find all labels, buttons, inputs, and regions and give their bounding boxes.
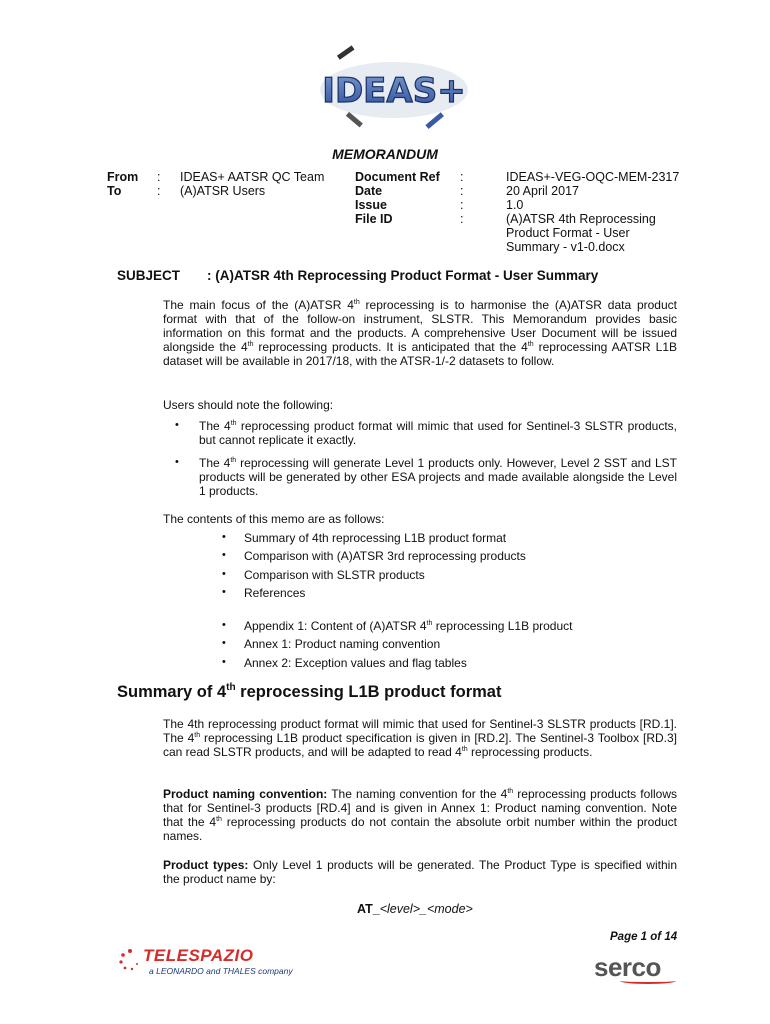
to-value: (A)ATSR Users	[180, 184, 266, 198]
section-heading: Summary of 4th reprocessing L1B product format	[117, 682, 502, 701]
serco-logo: serco	[594, 952, 661, 982]
intro-paragraph: The main focus of the (A)ATSR 4th reprocessing is to harmonise the (A)ATSR data product format with that of the follow-on instrument, SLSTR. This Memorandum provides basic information on this format and the products. A comprehensive User Document will be issued alongside the 4th reprocessing products. It is anticipated that the 4th reprocessing AATSR L1B dataset will be available in 2017/18, with the ATSR-1/-2 datasets to follow.	[163, 298, 678, 368]
fileid-label: File ID	[355, 212, 393, 226]
issue-label: Issue	[355, 198, 387, 212]
fileid-value-1: (A)ATSR 4th Reprocessing	[506, 212, 656, 226]
date-value: 20 April 2017	[506, 184, 579, 198]
bullet-icon: •	[222, 637, 226, 649]
note-item: The 4th reprocessing will generate Level 1 products only. However, Level 2 SST and LST products will be generated by other ESA projects and made available alongside the Level 1 products.	[199, 456, 678, 498]
types-paragraph: Product types: Only Level 1 products will be generated. The Product Type is specified within the product name by:	[163, 858, 677, 886]
to-label: To	[107, 184, 122, 198]
bullet-icon: •	[222, 586, 226, 598]
telespazio-logo-icon	[117, 947, 143, 978]
appendix-item: Appendix 1: Content of (A)ATSR 4th reprocessing L1B product	[244, 619, 573, 633]
users-note: Users should note the following:	[163, 398, 334, 412]
colon: :	[460, 198, 464, 212]
telespazio-sub: a LEONARDO and THALES company	[149, 966, 293, 976]
fileid-value-3: Summary - v1-0.docx	[506, 240, 625, 254]
logo-text: IDEAS+	[322, 71, 466, 111]
note-item: The 4th reprocessing product format will mimic that used for Sentinel-3 SLSTR products, but cannot replicate it exactly.	[199, 419, 677, 447]
contents-item: Comparison with (A)ATSR 3rd reprocessing products	[244, 549, 526, 563]
bullet-icon: •	[175, 419, 179, 431]
from-value: IDEAS+ AATSR QC Team	[180, 170, 325, 184]
satellite-icon	[335, 42, 357, 69]
bullet-icon: •	[222, 568, 226, 580]
colon: :	[157, 170, 161, 184]
appendix-item: Annex 1: Product naming convention	[244, 637, 441, 651]
satellite-icon	[422, 108, 448, 139]
bullet-icon: •	[222, 619, 226, 631]
fileid-value-2: Product Format - User	[506, 226, 630, 240]
memo-title: MEMORANDUM	[332, 146, 438, 162]
appendix-item: Annex 2: Exception values and flag tables	[244, 656, 467, 670]
contents-item: Summary of 4th reprocessing L1B product format	[244, 531, 507, 545]
bullet-icon: •	[222, 531, 226, 543]
subject-value: : (A)ATSR 4th Reprocessing Product Format - User Summary	[207, 268, 599, 283]
docref-value: IDEAS+-VEG-OQC-MEM-2317	[506, 170, 680, 184]
colon: :	[460, 212, 464, 226]
bullet-icon: •	[222, 549, 226, 561]
contents-item: References	[244, 586, 306, 600]
docref-label: Document Ref	[355, 170, 440, 184]
from-label: From	[107, 170, 139, 184]
date-label: Date	[355, 184, 383, 198]
product-type-formula: AT_<level>_<mode>	[357, 902, 473, 916]
telespazio-logo: TELESPAZIO	[143, 946, 254, 965]
colon: :	[460, 184, 464, 198]
bullet-icon: •	[175, 456, 179, 468]
issue-value: 1.0	[506, 198, 524, 212]
colon: :	[460, 170, 464, 184]
bullet-icon: •	[222, 656, 226, 668]
page-number: Page 1 of 14	[610, 931, 678, 943]
serco-swoosh-icon	[620, 978, 676, 984]
contents-item: Comparison with SLSTR products	[244, 568, 425, 582]
subject-label: SUBJECT	[117, 268, 181, 283]
satellite-icon	[342, 108, 366, 137]
contents-intro: The contents of this memo are as follows:	[163, 512, 385, 526]
colon: :	[157, 184, 161, 198]
naming-paragraph: Product naming convention: The naming convention for the 4th reprocessing products follows that for Sentinel-3 products [RD.4] and is given in Annex 1: Product naming convention. Note that the 4th reprocessing products do not contain the absolute orbit number within the product names.	[163, 787, 677, 843]
format-paragraph: The 4th reprocessing product format will mimic that used for Sentinel-3 SLSTR products [RD.1]. The 4th reprocessing L1B product specification is given in [RD.2]. The Sentinel-3 Toolbox [RD.3] can read SLSTR products, and will be adapted to read 4th reprocessing products.	[163, 717, 677, 759]
